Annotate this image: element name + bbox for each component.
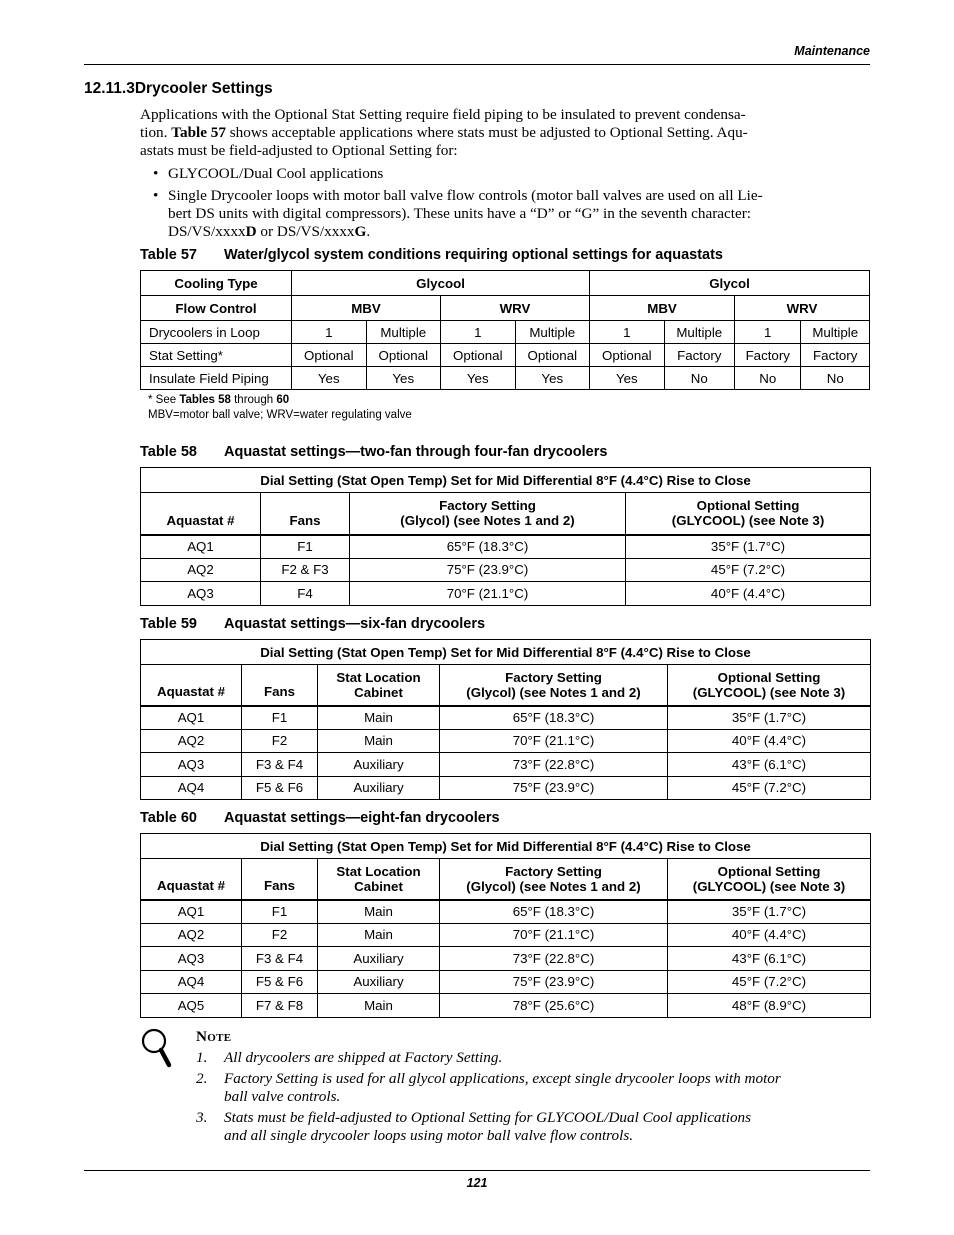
cooling-type-label: Cooling Type	[141, 271, 292, 296]
flow-control: MBV	[292, 296, 441, 321]
table-cell: Multiple	[366, 321, 441, 344]
magnifier-icon	[140, 1027, 176, 1069]
table-57-caption: Table 57 Water/glycol system conditions requiring optional settings for aquastats	[140, 247, 723, 263]
table-cell: Factory	[735, 344, 801, 367]
header-rule	[84, 64, 870, 65]
table-row	[141, 558, 871, 582]
table-cell: No	[664, 367, 734, 390]
table-row	[141, 321, 870, 344]
table-cell: Multiple	[801, 321, 870, 344]
table-cell: 45°F (7.2°C)	[668, 970, 871, 994]
table-cell: Factory	[664, 344, 734, 367]
table-cell: Optional	[366, 344, 441, 367]
table-cell: AQ3	[141, 753, 242, 777]
table-cell: Yes	[590, 367, 665, 390]
flow-control-label: Flow Control	[141, 296, 292, 321]
table-cell: 1	[292, 321, 367, 344]
table-cell: Stat Setting*	[141, 344, 292, 367]
list-item: • GLYCOOL/Dual Cool applications	[153, 165, 384, 182]
table-cell: Main	[318, 729, 440, 753]
table-cell: 43°F (6.1°C)	[668, 947, 871, 971]
table-row	[141, 535, 871, 559]
table-row	[141, 776, 871, 800]
bullet-icon: •	[153, 187, 159, 204]
column-header: Fans	[261, 493, 350, 535]
flow-control: MBV	[590, 296, 735, 321]
table-cell: Insulate Field Piping	[141, 367, 292, 390]
table-cell: Main	[318, 706, 440, 730]
table-cell: F5 & F6	[242, 776, 318, 800]
table-cell: F2	[242, 923, 318, 947]
running-header: Maintenance	[794, 44, 870, 58]
table-57-footnote: * See Tables 58 through 60 MBV=motor ball valve; WRV=water regulating valve	[148, 394, 412, 421]
column-header: Stat Location Cabinet	[318, 859, 440, 900]
column-header: Factory Setting (Glycol) (see Notes 1 and 2)	[440, 665, 668, 706]
column-header: Optional Setting (GLYCOOL) (see Note 3)	[668, 665, 871, 706]
cooling-group: Glycol	[590, 271, 870, 296]
table-60	[140, 833, 871, 1018]
note-block	[196, 1028, 870, 1148]
table-cell: 45°F (7.2°C)	[668, 776, 871, 800]
table-cell: 35°F (1.7°C)	[668, 706, 871, 730]
column-header: Optional Setting (GLYCOOL) (see Note 3)	[668, 859, 871, 900]
table-row	[141, 706, 871, 730]
table-cell: F1	[261, 535, 350, 559]
column-header: Fans	[242, 859, 318, 900]
table-row	[141, 923, 871, 947]
intro-paragraph	[140, 106, 870, 160]
table-cell: F2 & F3	[261, 558, 350, 582]
bullet-list	[140, 165, 870, 245]
column-header: Stat Location Cabinet	[318, 665, 440, 706]
list-item: • Single Drycooler loops with motor ball valve flow controls (motor ball valves are used on all Lie- bert DS units with digital compressors). These units have a “D” or “G” in the seventh character: DS/VS/xxxxD or DS/VS/xxxxG.	[153, 187, 763, 240]
table-row	[141, 994, 871, 1018]
table-row	[141, 947, 871, 971]
bullet-icon: •	[153, 165, 159, 182]
table-row	[141, 367, 870, 390]
table-cell: 43°F (6.1°C)	[668, 753, 871, 777]
table-banner: Dial Setting (Stat Open Temp) Set for Mid Differential 8°F (4.4°C) Rise to Close	[141, 834, 871, 859]
table-cell: 70°F (21.1°C)	[350, 582, 626, 606]
table-cell: 35°F (1.7°C)	[668, 900, 871, 924]
table-59-caption: Table 59 Aquastat settings—six-fan drycoolers	[140, 616, 486, 632]
table-cell: AQ3	[141, 582, 261, 606]
table-59	[140, 639, 871, 800]
table-cell: F5 & F6	[242, 970, 318, 994]
column-header: Aquastat #	[141, 493, 261, 535]
table-cell: AQ1	[141, 706, 242, 730]
table-cell: Yes	[515, 367, 590, 390]
table-cell: 65°F (18.3°C)	[440, 900, 668, 924]
table-cell: Multiple	[515, 321, 590, 344]
table-cell: 1	[735, 321, 801, 344]
table-cell: 70°F (21.1°C)	[440, 923, 668, 947]
column-header: Aquastat #	[141, 859, 242, 900]
table-row	[141, 900, 871, 924]
page-number: 121	[466, 1176, 488, 1190]
footer-rule	[84, 1170, 870, 1171]
table-57	[140, 270, 870, 390]
table-cell: Main	[318, 900, 440, 924]
table-cell: AQ4	[141, 776, 242, 800]
note-item: 2. Factory Setting is used for all glycol applications, except single drycooler loops with motor ball valve controls.	[196, 1070, 781, 1105]
table-cell: AQ2	[141, 923, 242, 947]
intro-line: tion. Table 57 shows acceptable applications where stats must be adjusted to Optional Setting. Aqu-	[140, 124, 748, 141]
table-cell: Drycoolers in Loop	[141, 321, 292, 344]
column-header: Factory Setting (Glycol) (see Notes 1 and 2)	[350, 493, 626, 535]
table-58-caption: Table 58 Aquastat settings—two-fan through four-fan drycoolers	[140, 444, 608, 460]
table-cell: F3 & F4	[242, 753, 318, 777]
table-cell: Yes	[441, 367, 516, 390]
table-cell: 75°F (23.9°C)	[350, 558, 626, 582]
table-cell: 1	[441, 321, 516, 344]
table-ref: Table 57	[171, 124, 226, 141]
table-cell: Auxiliary	[318, 947, 440, 971]
table-row	[141, 753, 871, 777]
table-cell: Optional	[515, 344, 590, 367]
table-cell: Optional	[441, 344, 516, 367]
table-row	[141, 970, 871, 994]
table-cell: Yes	[292, 367, 367, 390]
table-cell: 73°F (22.8°C)	[440, 947, 668, 971]
table-banner: Dial Setting (Stat Open Temp) Set for Mid Differential 8°F (4.4°C) Rise to Close	[141, 468, 871, 493]
table-cell: AQ2	[141, 729, 242, 753]
table-cell: F3 & F4	[242, 947, 318, 971]
table-cell: AQ5	[141, 994, 242, 1018]
column-header: Factory Setting (Glycol) (see Notes 1 and 2)	[440, 859, 668, 900]
table-cell: 1	[590, 321, 665, 344]
table-cell: F1	[242, 900, 318, 924]
table-cell: AQ3	[141, 947, 242, 971]
intro-line: astats must be field-adjusted to Optional Setting for:	[140, 142, 458, 159]
table-cell: F7 & F8	[242, 994, 318, 1018]
table-cell: 40°F (4.4°C)	[626, 582, 871, 606]
table-cell: No	[735, 367, 801, 390]
table-row	[141, 582, 871, 606]
table-cell: No	[801, 367, 870, 390]
table-cell: 48°F (8.9°C)	[668, 994, 871, 1018]
table-cell: 65°F (18.3°C)	[350, 535, 626, 559]
table-cell: Factory	[801, 344, 870, 367]
column-header: Fans	[242, 665, 318, 706]
table-cell: Optional	[292, 344, 367, 367]
table-cell: Auxiliary	[318, 970, 440, 994]
table-cell: AQ2	[141, 558, 261, 582]
table-row	[141, 344, 870, 367]
table-cell: Yes	[366, 367, 441, 390]
table-cell: Main	[318, 923, 440, 947]
table-banner: Dial Setting (Stat Open Temp) Set for Mid Differential 8°F (4.4°C) Rise to Close	[141, 640, 871, 665]
table-cell: Optional	[590, 344, 665, 367]
table-cell: 40°F (4.4°C)	[668, 923, 871, 947]
table-cell: Multiple	[664, 321, 734, 344]
table-cell: 75°F (23.9°C)	[440, 970, 668, 994]
table-cell: F1	[242, 706, 318, 730]
cooling-group: Glycool	[292, 271, 590, 296]
table-cell: F2	[242, 729, 318, 753]
table-cell: 75°F (23.9°C)	[440, 776, 668, 800]
table-cell: 40°F (4.4°C)	[668, 729, 871, 753]
table-cell: Auxiliary	[318, 776, 440, 800]
table-cell: Main	[318, 994, 440, 1018]
table-cell: Auxiliary	[318, 753, 440, 777]
table-cell: 35°F (1.7°C)	[626, 535, 871, 559]
note-item: 1. All drycoolers are shipped at Factory Setting.	[196, 1049, 503, 1066]
table-cell: 45°F (7.2°C)	[626, 558, 871, 582]
table-cell: 73°F (22.8°C)	[440, 753, 668, 777]
table-60-caption: Table 60 Aquastat settings—eight-fan drycoolers	[140, 810, 500, 826]
table-cell: AQ4	[141, 970, 242, 994]
flow-control: WRV	[735, 296, 870, 321]
note-title: Note	[196, 1028, 232, 1045]
section-title: 12.11.3Drycooler Settings	[84, 80, 273, 97]
table-row	[141, 729, 871, 753]
table-cell: F4	[261, 582, 350, 606]
column-header: Aquastat #	[141, 665, 242, 706]
column-header: Optional Setting (GLYCOOL) (see Note 3)	[626, 493, 871, 535]
table-cell: AQ1	[141, 535, 261, 559]
table-cell: 70°F (21.1°C)	[440, 729, 668, 753]
intro-line: Applications with the Optional Stat Setting require field piping to be insulated to prevent condensa-	[140, 106, 746, 123]
table-cell: AQ1	[141, 900, 242, 924]
note-item: 3. Stats must be field-adjusted to Optional Setting for GLYCOOL/Dual Cool applications and all single drycooler loops using motor ball valve flow controls.	[196, 1109, 752, 1144]
table-cell: 65°F (18.3°C)	[440, 706, 668, 730]
flow-control: WRV	[441, 296, 590, 321]
table-58	[140, 467, 871, 606]
table-cell: 78°F (25.6°C)	[440, 994, 668, 1018]
